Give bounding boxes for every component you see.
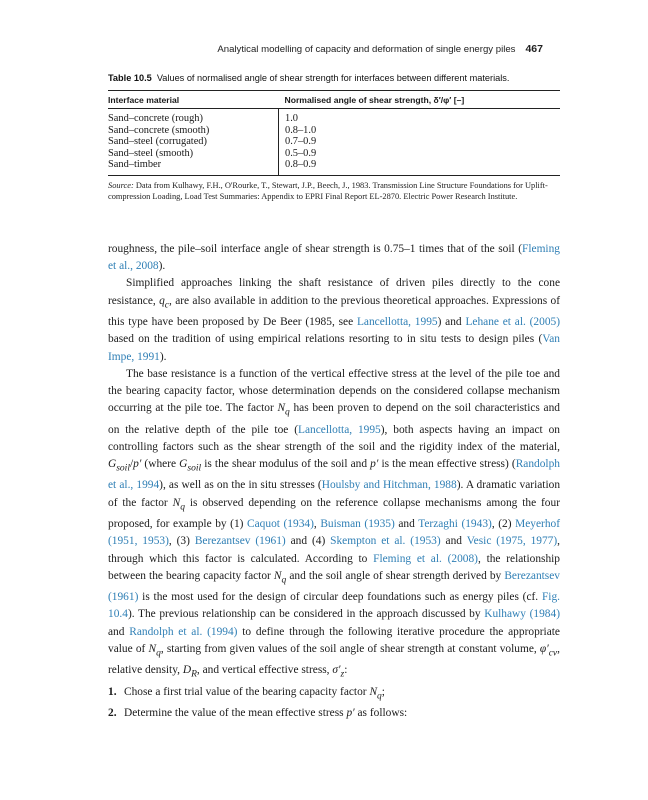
text-run: Simplified approaches linking the shaft resistance of driven piles directly to the cone resistance,	[108, 277, 560, 307]
table-source-note	[108, 180, 560, 202]
citation-link[interactable]: Terzaghi (1943)	[418, 518, 492, 531]
page-number: 467	[525, 43, 543, 55]
symbol-text: N	[277, 402, 286, 415]
symbol-sub: q	[156, 648, 161, 659]
table-title: Values of normalised angle of shear strength for interfaces between different materials.	[156, 73, 510, 83]
table-row	[108, 159, 560, 175]
text-run: and	[394, 518, 419, 531]
text-run: ), as well as on the in situ stresses (	[159, 479, 322, 492]
text-run: /	[129, 458, 134, 470]
citation-link[interactable]: Lehane et al. (2005)	[465, 316, 560, 329]
citation-link[interactable]: Skempton et al. (1953)	[330, 535, 441, 548]
text-run: has been proven to depend on the soil characteristics and on the relative depth of the pile toe (	[108, 402, 560, 436]
text-run: ,	[313, 518, 321, 531]
list-number: 1.	[108, 685, 117, 698]
text-run: The base resistance is a function of the vertical effective stress at the level of the pile toe and the bearing capacity factor, whose determination depends on the considered collapse mechanism occurring at the pile toe. The factor	[108, 367, 560, 415]
symbol-phi-cv	[539, 642, 558, 659]
table-block	[108, 72, 560, 202]
text-run: to define through the following iterative procedure the appropriate value of	[108, 625, 560, 655]
symbol-text: φ′	[539, 642, 549, 655]
symbol-sub: z	[340, 669, 345, 680]
list-number: 2.	[108, 707, 117, 720]
text-run: and the soil angle of shear strength derived by	[286, 569, 505, 582]
text-run: as follows:	[354, 707, 408, 720]
paragraph-1	[108, 241, 560, 275]
text-run: (where	[141, 458, 180, 470]
text-run: , starting from given values of the soil angle of shear strength at constant volume,	[160, 642, 540, 655]
symbol-p: p′	[346, 707, 355, 720]
cell-value: 1.0	[285, 113, 298, 124]
text-run: , are also available in addition to the previous theoretical approaches. Expressions of this type have been proposed by De Beer (1985, see	[108, 294, 560, 329]
citation-link[interactable]: Lancellotta, 1995	[298, 423, 381, 436]
symbol-p: p′	[133, 458, 142, 470]
list-item	[108, 705, 560, 722]
table-caption	[108, 72, 560, 84]
figure-link[interactable]: Fig. 10.4	[108, 591, 560, 621]
table-row	[108, 109, 560, 125]
citation-link[interactable]: Kulhawy (1984)	[484, 608, 560, 621]
symbol-sub: cv	[548, 648, 558, 659]
text-run: ).	[159, 350, 167, 363]
text-run: , (3)	[168, 535, 195, 548]
symbol-sub: q	[377, 691, 382, 702]
symbol-text: N	[148, 642, 157, 655]
symbol-qc	[159, 294, 170, 310]
symbol-text: q	[159, 294, 165, 307]
cell-value: 0.8–0.9	[285, 159, 317, 171]
citation-link[interactable]: Fleming et al. (2008)	[373, 552, 478, 565]
text-run: is observed depending on the reference collapse mechanisms among the four proposed, for example by (1)	[108, 496, 560, 531]
citation-link[interactable]: Berezantsev (1961)	[194, 535, 286, 548]
table-row	[108, 148, 560, 160]
text-run: , relative density,	[108, 642, 560, 677]
cell-material: Sand–timber	[108, 159, 279, 175]
table-row	[108, 125, 560, 137]
citation-link[interactable]: Meyerhof (1951, 1953)	[108, 518, 561, 548]
cell-material: Sand–concrete (rough)	[108, 109, 279, 125]
text-run: , and vertical effective stress,	[196, 664, 333, 677]
table-label: Table 10.5	[108, 73, 152, 83]
citation-link[interactable]: Randolph et al. (1994)	[129, 625, 238, 638]
symbol-text: G	[179, 458, 188, 470]
citation-link[interactable]: Lancellotta, 1995	[356, 316, 438, 329]
citation-link[interactable]: Randolph et al., 1994	[108, 458, 560, 492]
symbol-dr	[182, 664, 197, 680]
symbol-gsoil	[179, 458, 202, 474]
symbol-nq	[148, 642, 161, 659]
symbol-text: N	[273, 569, 282, 582]
paragraph-3	[108, 366, 560, 684]
symbol-p: p′	[370, 458, 379, 470]
paragraph-2	[108, 275, 560, 365]
body-text	[108, 241, 560, 723]
citation-link[interactable]: Berezantsev (1961)	[108, 569, 560, 604]
symbol-sub: c	[164, 299, 170, 310]
symbol-nq	[369, 685, 382, 702]
list-item	[108, 684, 560, 705]
col-header-value: Normalised angle of shear strength, δ′/φ′ [–]	[279, 91, 561, 109]
table-row	[108, 136, 560, 148]
symbol-sub: soil	[116, 463, 130, 474]
symbol-text: σ′	[332, 664, 341, 677]
citation-link[interactable]: Caquot (1934)	[247, 518, 314, 531]
text-run: Chose a first trial value of the bearing capacity factor	[124, 685, 370, 698]
symbol-nq	[277, 402, 290, 418]
symbol-sigma-z	[332, 664, 345, 680]
text-run: ).	[158, 260, 166, 273]
cell-value: 0.8–1.0	[285, 124, 317, 136]
text-run: Determine the value of the mean effective stress	[124, 707, 347, 720]
cell-material: Sand–steel (smooth)	[108, 148, 279, 160]
text-run: is the mean effective stress) (	[378, 458, 516, 470]
text-run: and (4)	[285, 535, 331, 548]
source-text: Data from Kulhawy, F.H., O'Rourke, T., Stewart, J.P., Beech, J., 1983. Transmission Line Structure Foundations for Uplift-compression Loading, Load Test Summaries: Appendix to EPRI Final Report EL-2870. Electric Power Research Institute.	[108, 180, 548, 201]
text-run: , (2)	[491, 518, 516, 531]
symbol-text: D	[182, 664, 192, 677]
symbol-gsoil	[108, 458, 130, 474]
text-run: is the most used for the design of circular deep foundations such as energy piles (cf.	[138, 591, 542, 604]
text-run: :	[344, 664, 348, 677]
cell-material: Sand–concrete (smooth)	[108, 125, 279, 137]
text-run: and	[108, 625, 130, 638]
symbol-nq	[172, 496, 185, 512]
interface-table	[108, 90, 560, 176]
citation-link[interactable]: Vesic (1975, 1977)	[466, 535, 558, 548]
text-run: ). A dramatic variation of the factor	[108, 479, 561, 509]
symbol-sub: q	[281, 575, 287, 586]
text-run: ;	[381, 685, 385, 698]
symbol-sub: q	[180, 501, 185, 512]
text-run: ). The previous relationship can be considered in the approach discussed by	[127, 608, 485, 621]
symbol-sub: soil	[187, 463, 202, 474]
running-title: Analytical modelling of capacity and deformation of single energy piles	[217, 44, 516, 55]
text-run: and	[440, 535, 467, 548]
source-label: Source:	[108, 180, 134, 190]
symbol-nq	[273, 569, 287, 586]
cell-value: 0.5–0.9	[285, 147, 317, 159]
citation-link[interactable]: Van Impe, 1991	[108, 333, 560, 363]
citation-link[interactable]: Fleming et al., 2008	[108, 243, 560, 273]
col-header-material: Interface material	[108, 91, 279, 109]
symbol-sub: R	[191, 669, 197, 680]
text-run: is the shear modulus of the soil and	[201, 458, 371, 470]
running-head	[108, 43, 543, 55]
symbol-text: N	[369, 685, 378, 698]
text-run: ), both aspects having an impact on controlling factors such as the shear strength of the soil and the rigidity index of the material,	[108, 423, 560, 453]
text-run: roughness, the pile–soil interface angle of shear strength is 0.75–1 times that of the soil (	[108, 243, 523, 255]
text-run: based on the tradition of using empirical relations resorting to in situ tests to design piles (	[108, 333, 543, 346]
text-run: , through which this factor is calculated. According to	[108, 535, 561, 565]
text-run: , the relationship between the bearing capacity factor	[108, 552, 561, 582]
citation-link[interactable]: Houlsby and Hitchman, 1988	[321, 479, 457, 492]
cell-value: 0.7–0.9	[285, 136, 317, 148]
symbol-sub: q	[285, 407, 290, 418]
cell-material: Sand–steel (corrugated)	[108, 136, 279, 148]
symbol-text: N	[172, 496, 181, 509]
symbol-text: G	[108, 458, 117, 470]
citation-link[interactable]: Buisman (1935)	[320, 518, 395, 531]
text-run: ) and	[437, 316, 466, 329]
